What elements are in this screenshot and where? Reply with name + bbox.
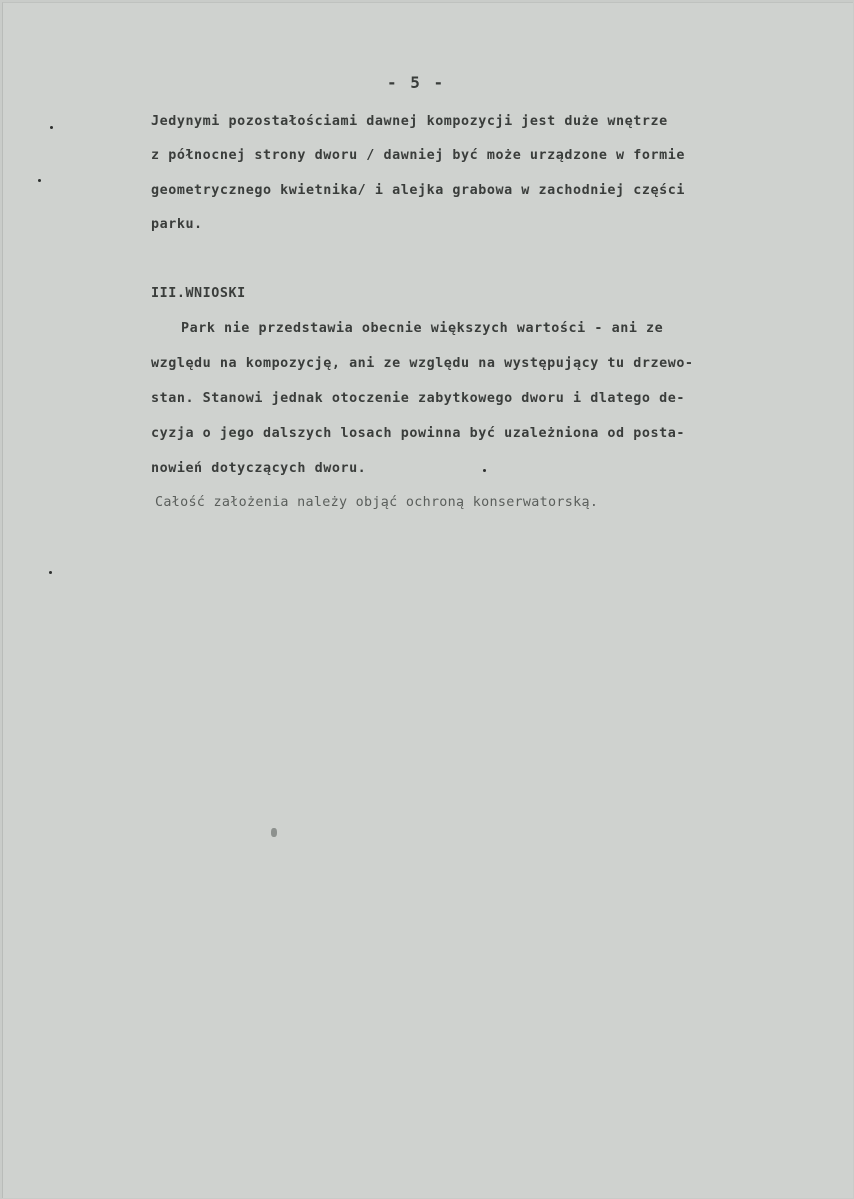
page-number: - 5 - <box>387 73 446 92</box>
paragraph-1-line-1: Jedynymi pozostałościami dawnej kompozycji jest duże wnętrze <box>151 114 668 129</box>
paper-speck <box>271 828 277 837</box>
paragraph-2-line-2: względu na kompozycję, ani ze względu na występujący tu drzewo- <box>151 356 694 371</box>
paragraph-2-line-4: cyzja o jego dalszych losach powinna być uzależniona od posta- <box>151 426 685 441</box>
paragraph-1-line-3: geometrycznego kwietnika/ i alejka grabowa w zachodniej części <box>151 183 685 198</box>
paragraph-2-line-1: Park nie przedstawia obecnie większych wartości - ani ze <box>181 321 664 336</box>
section-heading: III.WNIOSKI <box>151 286 246 301</box>
paper-speck <box>50 126 53 129</box>
paragraph-1-line-4: parku. <box>151 217 203 232</box>
document-page <box>2 2 853 1198</box>
paper-speck <box>49 571 52 574</box>
paragraph-2-line-3: stan. Stanowi jednak otoczenie zabytkowego dworu i dlatego de- <box>151 391 685 406</box>
paragraph-2-line-5: nowień dotyczących dworu. <box>151 461 367 476</box>
paper-speck <box>483 469 486 472</box>
paragraph-1-line-2: z północnej strony dworu / dawniej być może urządzone w formie <box>151 148 685 163</box>
paper-speck <box>38 179 41 182</box>
closing-line: Całość założenia należy objąć ochroną konserwatorską. <box>155 495 599 510</box>
